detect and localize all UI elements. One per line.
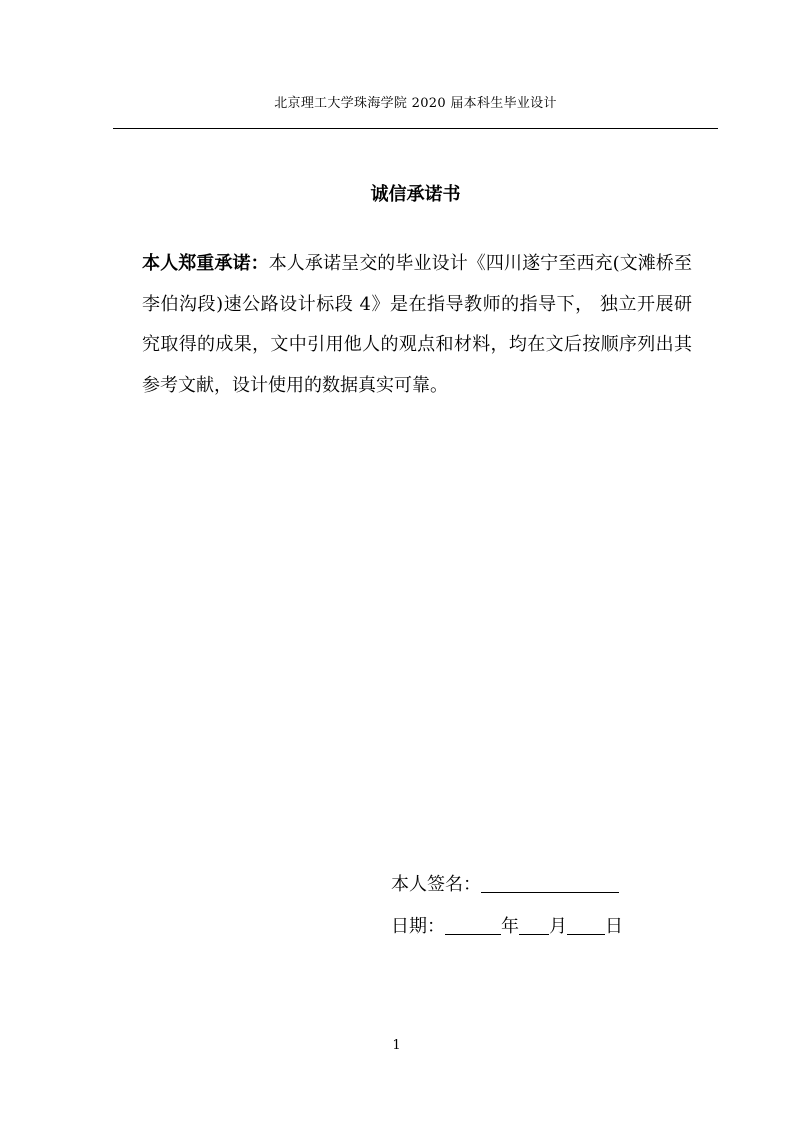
pledge-lead: 本人郑重承诺： [142,253,269,274]
signature-blank[interactable] [481,872,619,893]
month-label: 月 [549,916,567,937]
header-divider [113,128,718,129]
pledge-paragraph [142,244,692,406]
month-blank[interactable] [519,914,549,935]
document-title: 诚信承诺书 [370,184,461,205]
date-label: 日期： [391,916,445,937]
signature-label: 本人签名： [391,874,481,895]
pledge-body: 本人承诺呈交的毕业设计《四川遂宁至西充(文滩桥至李伯沟段)速公路设计标段 4》是在指导教师的指导下， 独立开展研究取得的成果，文中引用他人的观点和材料，均在文后按顺序列出其参考文献，设计使用的数据真实可靠。 [142,253,692,396]
day-blank[interactable] [567,914,605,935]
day-label: 日 [605,916,623,937]
year-blank[interactable] [445,914,501,935]
date-row [391,912,623,938]
page-header: 北京理工大学珠海学院 2020 届本科生毕业设计 [274,96,557,111]
year-label: 年 [501,916,519,937]
signature-row [391,870,619,896]
page-number: 1 [392,1038,401,1053]
